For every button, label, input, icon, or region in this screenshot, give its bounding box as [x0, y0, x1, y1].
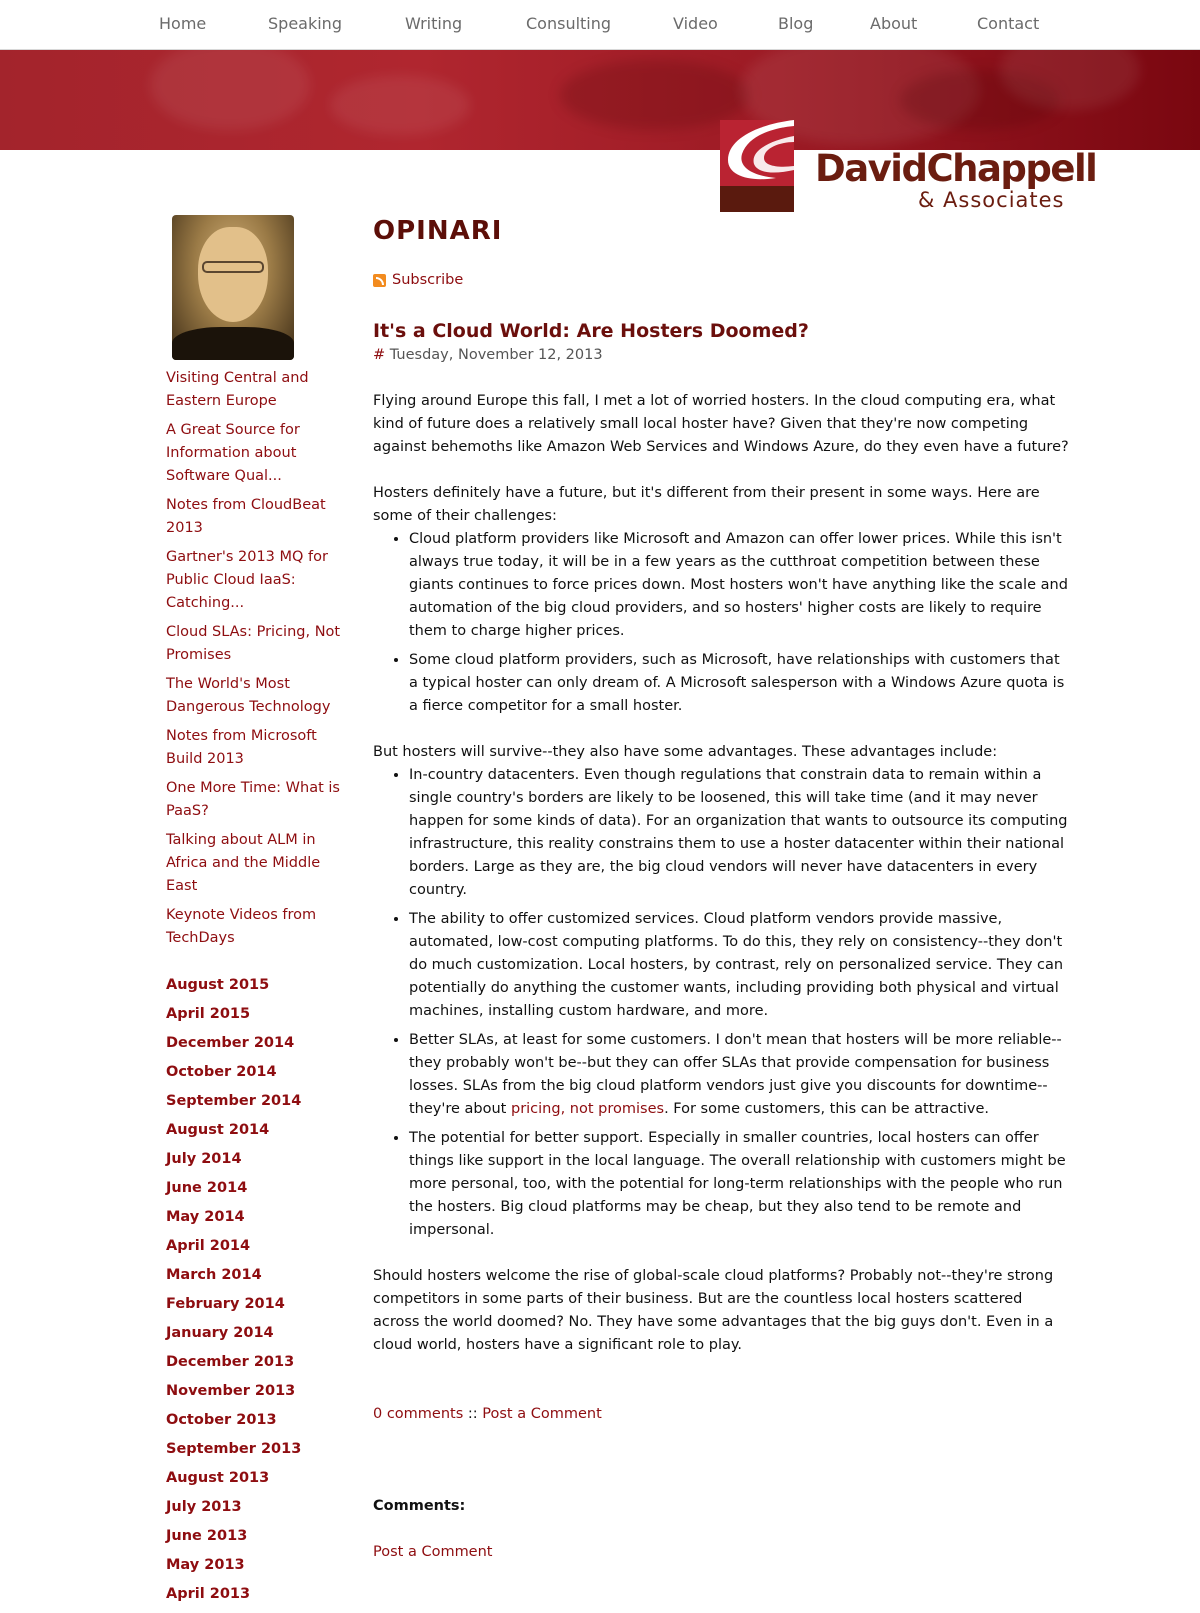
post-conclusion: Should hosters welcome the rise of global-scale cloud platforms? Probably not--they're strong competitors in some parts of their business. But are the countless local hosters scattered across the world doomed? No. They have some advantages that the big guys don't. Even in a cloud world, hosters have a significant role to play. [373, 1268, 1054, 1353]
archive-link[interactable]: September 2013 [166, 1441, 302, 1457]
nav-writing[interactable]: Writing [405, 14, 463, 33]
archive-link[interactable]: March 2014 [166, 1267, 262, 1283]
top-navigation [0, 0, 1200, 50]
list-item: • The potential for better support. Especially in smaller countries, local hosters can offer things like support in the local language. The overall relationship with customers might be more personal, too, with the potential for long-term relationships with the people who run the hosters. Big cloud platforms may be cheap, but they also tend to be remote and impersonal. [409, 1127, 1070, 1242]
comments-heading: Comments: [373, 1498, 466, 1514]
archive-link[interactable]: April 2013 [166, 1586, 251, 1602]
archive-link[interactable]: November 2013 [166, 1383, 296, 1399]
recent-post-link[interactable]: Visiting Central and Eastern Europe [166, 370, 309, 409]
subscribe-label[interactable]: Subscribe [392, 272, 464, 288]
archive-link[interactable]: May 2013 [166, 1557, 245, 1573]
archive-link[interactable]: August 2014 [166, 1122, 270, 1138]
separator: :: [463, 1406, 483, 1422]
advantages-list [373, 764, 1070, 1242]
challenges-list [373, 528, 1070, 718]
archive-link[interactable]: February 2014 [166, 1296, 285, 1312]
recent-post-link[interactable]: Talking about ALM in Africa and the Middle East [166, 832, 321, 894]
archive-link[interactable]: June 2013 [166, 1528, 248, 1544]
company-logo[interactable] [720, 120, 1097, 214]
blog-title: OPINARI [373, 216, 503, 246]
recent-post-link[interactable]: One More Time: What is PaaS? [166, 780, 340, 819]
archive-link[interactable]: June 2014 [166, 1180, 248, 1196]
recent-post-link[interactable]: A Great Source for Information about Software Qual... [166, 422, 300, 484]
recent-post-link[interactable]: Notes from CloudBeat 2013 [166, 497, 326, 536]
archive-link[interactable]: January 2014 [166, 1325, 274, 1341]
post-comment-bottom-link[interactable]: Post a Comment [373, 1544, 493, 1560]
list-item: • The ability to offer customized services. Cloud platform vendors provide massive, automated, low-cost computing platforms. To do this, they rely on consistency--they don't do much customization. Local hosters, by contrast, rely on personalized service. They can potentially do anything the customer wants, including providing both physical and virtual machines, installing custom hardware, and more. [409, 908, 1070, 1023]
permalink[interactable]: # [373, 347, 386, 363]
list-item: • Some cloud platform providers, such as Microsoft, have relationships with customers that a typical hoster can only dream of. A Microsoft salesperson with a Windows Azure quota is a fierce competitor for a small hoster. [409, 649, 1070, 718]
post-date-line [373, 344, 1070, 367]
pricing-not-promises-link[interactable]: pricing, not promises [510, 1101, 665, 1117]
advantage-text: Better SLAs, at least for some customers. I don't mean that hosters will be more reliable--they probably won't be--but they can offer SLAs that provide compensation for business losses. SLAs from the big cloud platform vendors just give you discounts for downtime--they're about [409, 1032, 1062, 1117]
recent-post-link[interactable]: Cloud SLAs: Pricing, Not Promises [166, 624, 341, 663]
archive-link[interactable]: August 2015 [166, 977, 270, 993]
archive-link[interactable]: July 2014 [166, 1151, 242, 1167]
nav-contact[interactable]: Contact [977, 14, 1040, 33]
archive-link[interactable]: July 2013 [166, 1499, 242, 1515]
nav-blog[interactable]: Blog [778, 14, 814, 33]
comments-count-link[interactable]: 0 comments [373, 1406, 464, 1422]
logo-brushstroke-icon [720, 120, 794, 212]
nav-video[interactable]: Video [673, 14, 718, 33]
list-item [409, 1029, 1070, 1121]
recent-post-link[interactable]: Gartner's 2013 MQ for Public Cloud IaaS: Catching... [166, 549, 328, 611]
recent-post-link[interactable]: The World's Most Dangerous Technology [166, 676, 331, 715]
archive-link[interactable]: December 2014 [166, 1035, 295, 1051]
author-photo [172, 215, 294, 360]
archive-link[interactable]: May 2014 [166, 1209, 245, 1225]
list-item: • Cloud platform providers like Microsoft and Amazon can offer lower prices. While this isn't always true today, it will be in a few years as the cutthroat competition between these giants continues to force prices down. Most hosters won't have anything like the scale and automation of the big cloud providers, and so hosters' higher costs are likely to require them to charge higher prices. [409, 528, 1070, 643]
nav-home[interactable]: Home [159, 14, 207, 33]
subscribe-link[interactable] [373, 269, 1070, 292]
archive-link[interactable]: October 2014 [166, 1064, 277, 1080]
post-intro: Flying around Europe this fall, I met a lot of worried hosters. In the cloud computing era, what kind of future does a relatively small local hoster have? Given that they're now competing against behemoths like Amazon Web Services and Windows Azure, do they even have a future? [373, 393, 1069, 455]
logo-name: DavidChappell [815, 147, 1097, 190]
nav-speaking[interactable]: Speaking [268, 14, 342, 33]
list-item: • In-country datacenters. Even though regulations that constrain data to remain within a single country's borders are likely to be loosened, this will take time (and it may never happen for some kinds of data). For an organization that wants to outsource its computing infrastructure, this reality constrains them to use a hoster datacenter within their national borders. Large as they are, the big cloud vendors will never have datacenters in every country. [409, 764, 1070, 902]
advantage-text: . For some customers, this can be attractive. [664, 1101, 990, 1117]
recent-post-link[interactable]: Notes from Microsoft Build 2013 [166, 728, 317, 767]
recent-post-link[interactable]: Keynote Videos from TechDays [166, 907, 317, 946]
archive-link[interactable]: August 2013 [166, 1470, 270, 1486]
archive-link[interactable]: April 2015 [166, 1006, 251, 1022]
rss-icon [373, 274, 386, 287]
post-title[interactable]: It's a Cloud World: Are Hosters Doomed? [373, 320, 809, 342]
nav-about[interactable]: About [870, 14, 918, 33]
advantages-intro: But hosters will survive--they also have some advantages. These advantages include: [373, 744, 998, 760]
archive-link[interactable]: December 2013 [166, 1354, 295, 1370]
challenges-intro: Hosters definitely have a future, but it's different from their present in some ways. Here are some of their challenges: [373, 485, 1040, 524]
archive-link[interactable]: October 2013 [166, 1412, 277, 1428]
post-date: Tuesday, November 12, 2013 [389, 347, 603, 363]
post-comment-link[interactable]: Post a Comment [482, 1406, 602, 1422]
archive-link[interactable]: April 2014 [166, 1238, 251, 1254]
recent-posts-list [166, 367, 346, 956]
nav-consulting[interactable]: Consulting [526, 14, 612, 33]
archive-list [166, 975, 346, 1613]
main-content [373, 215, 1070, 1564]
logo-subtitle: & Associates [918, 188, 1065, 212]
archive-link[interactable]: September 2014 [166, 1093, 302, 1109]
post-footer [373, 1403, 1070, 1426]
